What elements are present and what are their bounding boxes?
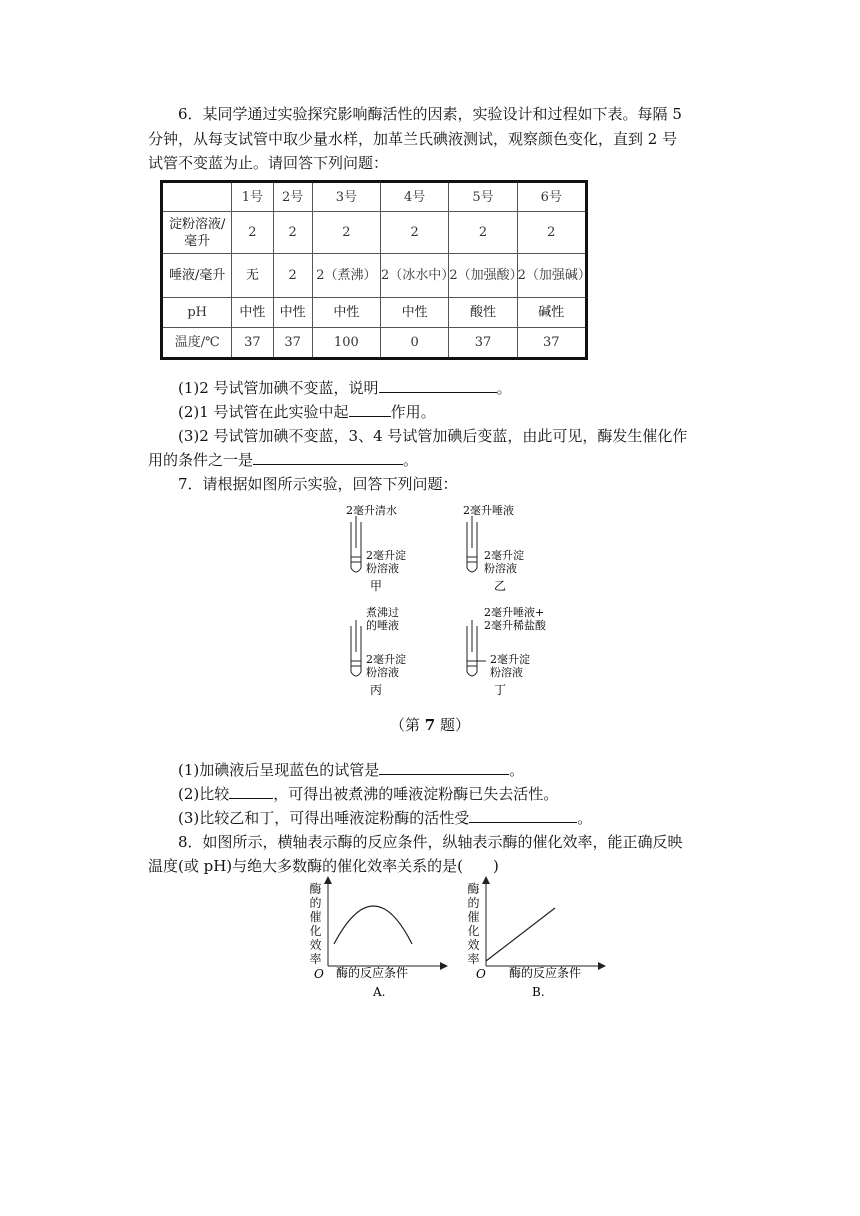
efficiency-line [486,908,555,961]
table-cell: 无 [232,254,273,298]
q7-sub1-text: (1)加碘液后呈现蓝色的试管是 [178,761,380,779]
x-axis-label: 酶的反应条件 [509,966,582,980]
table-cell: 中性 [273,298,312,328]
tube-name: 甲 [370,579,383,593]
q6-sub1-text: (1)2 号试管加碘不变蓝，说明 [178,379,379,397]
y-axis-label: 酶的催化效率 [467,882,480,966]
table-cell: 中性 [232,298,273,328]
q7-sub3: (3)比较乙和丁，可得出唾液淀粉酶的活性受 。 [148,806,738,830]
q6-line1: 6．某同学通过实验探究影响酶活性的因素，实验设计和过程如下表。每隔 5 [178,105,682,123]
q6-line3: 试管不变蓝为止。请回答下列问题： [148,154,389,172]
table-cell: 中性 [312,298,380,328]
q7-sub1: (1)加碘液后呈现蓝色的试管是 。 [148,758,738,782]
table-cell: 2 [273,254,312,298]
table-cell: 2（冰水中） [381,254,449,298]
q7-sub2-text-end: ，可得出被煮沸的唾液淀粉酶已失去活性。 [273,785,559,803]
caption-number: 7 [424,716,436,734]
y-axis-label: 酶的催化效率 [309,882,322,966]
table-cell: 唾液/毫升 [162,254,232,298]
q6-line2: 分钟，从每支试管中取少量水样，加革兰氏碘液测试，观察颜色变化，直到 2 号 [148,130,678,148]
q6-sub1: (1)2 号试管加碘不变蓝，说明 。 [148,376,738,400]
q8-line1: 8．如图所示，横轴表示酶的反应条件，纵轴表示酶的催化效率，能正确反映 [178,833,683,851]
table-cell: pH [162,298,232,328]
table-cell: 中性 [381,298,449,328]
tube-name: 丙 [370,683,383,697]
efficiency-curve [334,906,412,944]
tube-label: 2毫升淀 [484,549,524,562]
table-cell: 2 [449,212,517,254]
origin-label: O [314,967,324,981]
tube-label: 粉溶液 [366,666,399,679]
table-cell: 3号 [312,182,380,212]
origin-label: O [476,967,486,981]
q6-sub3: (3)2 号试管加碘不变蓝，3、4 号试管加碘后变蓝，由此可见，酶发生催化作 [178,427,688,445]
table-cell: 37 [517,328,586,359]
table-cell: 淀粉溶液/毫升 [162,212,232,254]
table-cell: 2 [517,212,586,254]
table-cell: 酸性 [449,298,517,328]
q7-sub3-text: (3)比较乙和丁，可得出唾液淀粉酶的活性受 [178,809,470,827]
table-cell: 0 [381,328,449,359]
q6-sub3-cont: 用的条件之一是 。 [148,448,738,472]
option-label: B. [532,985,545,999]
table-cell: 2号 [273,182,312,212]
table-cell: 2（加强酸） [449,254,517,298]
tube-name: 乙 [494,579,507,593]
table-cell: 2 [312,212,380,254]
table-cell: 2 [273,212,312,254]
tube-label: 2毫升淀 [490,653,530,666]
table-cell: 37 [449,328,517,359]
table-cell: 2 [232,212,273,254]
table-cell: 温度/℃ [162,328,232,359]
q6-sub3-text: 用的条件之一是 [148,451,254,469]
tube-label: 粉溶液 [490,666,523,679]
table-cell: 37 [232,328,273,359]
table-cell: 100 [312,328,380,359]
tube-label: 2毫升清水 [346,504,397,517]
tube-label: 2毫升稀盐酸 [484,619,546,632]
table-cell: 碱性 [517,298,586,328]
tube-label: 粉溶液 [484,562,517,575]
q8-line2: 温度(或 pH)与绝大多数酶的催化效率关系的是( ) [148,857,499,875]
option-label: A. [373,985,386,999]
table-cell: 4号 [381,182,449,212]
caption-text: （第 [390,716,425,734]
graph-a [328,880,444,966]
table-cell: 37 [273,328,312,359]
table-cell: 2 [381,212,449,254]
tube-label: 煮沸过 [366,606,399,619]
q6-sub2-text: (2)1 号试管在此实验中起 [178,403,349,421]
caption-text: 题） [435,716,470,734]
table-cell: 2（加强碱） [517,254,586,298]
table-cell: 5号 [449,182,517,212]
tube-name: 丁 [494,683,507,697]
tube-label: 2毫升淀 [366,653,406,666]
tube-label: 的唾液 [366,619,399,632]
table-cell: 6号 [517,182,586,212]
tube-label: 粉溶液 [366,562,399,575]
graph-b [486,880,602,966]
q7-line1: 7．请根据如图所示实验，回答下列问题： [178,475,458,493]
table-cell: 2（煮沸） [312,254,380,298]
tube-label: 2毫升淀 [366,549,406,562]
q6-sub2-text-end: 作用。 [390,403,436,421]
x-axis-label: 酶的反应条件 [336,966,409,980]
tube-label: 2毫升唾液 [463,504,514,517]
q7-sub2-text: (2)比较 [178,785,230,803]
table-cell: 1号 [232,182,273,212]
tube-label: 2毫升唾液+ [484,606,545,619]
